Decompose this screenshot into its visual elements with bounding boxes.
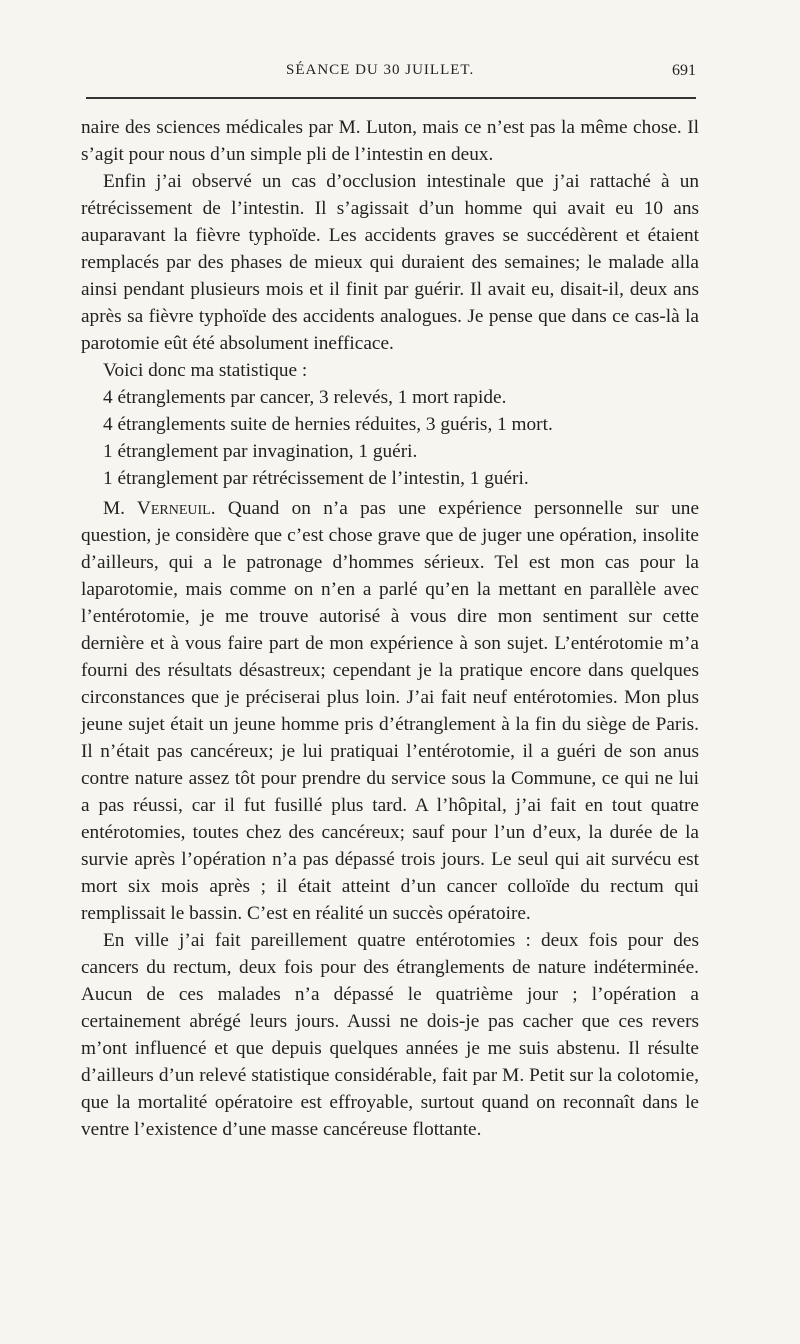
paragraph-verneuil — [81, 495, 699, 927]
statistics-item: 1 étranglement par invagination, 1 guéri. — [103, 441, 418, 462]
paragraph-occlusion-case: Enfin j’ai observé un cas d’occlusion intestinale que j’ai rattaché à un rétrécissement de l’intestin. Il s’agissait d’un homme qui avait eu 10 ans auparavant la fièvre typhoïde. Les accidents graves se succédèrent et étaient remplacés par des phases de mieux qui duraient des semaines; le malade alla ainsi pendant plusieurs mois et il finit par guérir. Il avait eu, disait-il, deux ans après sa fièvre typhoïde des accidents analogues. Je pense que dans ce cas-là la parotomie eût été absolument inefficace. — [81, 171, 699, 354]
speaker-name: M. Verneuil. — [103, 498, 216, 519]
running-title: SÉANCE DU 30 JUILLET. — [286, 62, 475, 78]
paragraph-statistics-intro: Voici donc ma statistique : — [103, 360, 308, 381]
statistics-item: 1 étranglement par rétrécissement de l’intestin, 1 guéri. — [103, 468, 529, 489]
verneuil-text: Quand on n’a pas une expérience personnelle sur une question, je considère que c’est chose grave que de juger une opération, insolite d’ailleurs, qui a le patronage d’hommes sérieux. Tel est mon cas pour la laparotomie, mais comme on n’en a parlé qu’en la mettant en parallèle avec l’entérotomie, je me trouve autorisé à vous dire mon sentiment sur cette dernière et à vous faire part de mon expérience à son sujet. L’entérotomie m’a fourni des résultats désastreux; cependant je la pratique encore dans quelques circonstances que je préciserai plus loin. J’ai fait neuf entérotomies. Mon plus jeune sujet était un jeune homme pris d’étranglement à la fin du siège de Paris. Il n’était pas cancéreux; je lui pratiquai l’entérotomie, il a guéri de son anus contre nature assez tôt pour prendre du service sous la Commune, ce qui ne lui a pas réussi, car il fut fusillé plus tard. A l’hôpital, j’ai fait en tout quatre entérotomies, toutes chez des cancéreux; sauf pour l’un d’eux, la durée de la survie après l’opération n’a pas dépassé trois jours. Le seul qui ait survécu est mort six mois après ; il était atteint d’un cancer colloïde du rectum qui remplissait le bassin. C’est en réalité un succès opératoire. — [81, 498, 700, 924]
page-header — [86, 62, 696, 86]
paragraph-continued: naire des sciences médicales par M. Luton, mais ce n’est pas la même chose. Il s’agit pour nous d’un simple pli de l’intestin en deux. — [81, 117, 699, 165]
body-text — [81, 114, 699, 1143]
page-number: 691 — [672, 62, 696, 79]
paragraph-final: En ville j’ai fait pareillement quatre entérotomies : deux fois pour des cancers du rectum, deux fois pour des étranglements de nature indéterminée. Aucun de ces malades n’a dépassé le quatrième jour ; l’opération a certainement abrégé leurs jours. Aussi ne dois-je pas cacher que ces revers m’ont influencé et que depuis quelques années je me suis abstenu. Il résulte d’ailleurs d’un relevé statistique considérable, fait par M. Petit sur la colotomie, que la mortalité opératoire est effroyable, surtout quand on reconnaît dans le ventre l’existence d’une masse cancéreuse flottante. — [81, 930, 699, 1140]
header-rule — [86, 97, 696, 99]
statistics-item: 4 étranglements suite de hernies réduites, 3 guéris, 1 mort. — [103, 414, 553, 435]
statistics-item: 4 étranglements par cancer, 3 relevés, 1 mort rapide. — [103, 387, 507, 408]
